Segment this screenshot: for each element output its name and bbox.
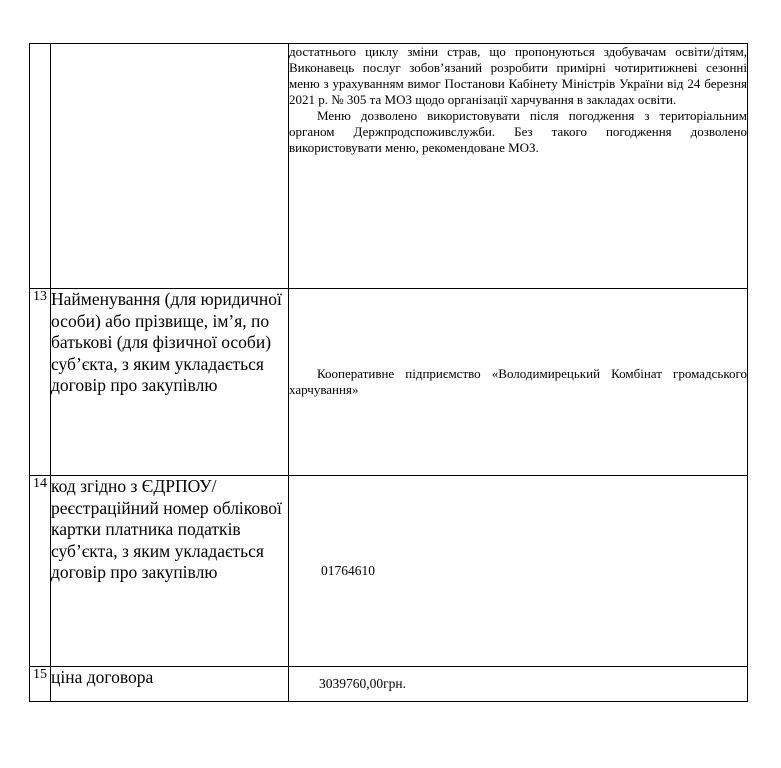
row-label	[51, 44, 289, 289]
row-number: 13	[30, 289, 51, 476]
row-number	[30, 44, 51, 289]
row-label: Найменування (для юридичної особи) або прізвище, ім’я, по батькові (для фізичної особи) суб’єкта, з яким укладається договір про закупівлю	[51, 289, 289, 476]
row-value	[289, 44, 748, 289]
contractor-name: Кооперативне підприємство «Володимирецький Комбінат громадського харчування»	[289, 366, 747, 397]
row-number: 15	[30, 667, 51, 702]
row-number: 14	[30, 476, 51, 667]
table-row	[30, 44, 748, 289]
row-label: код згідно з ЄДРПОУ/реєстраційний номер облікової картки платника податків суб’єкта, з яким укладається договір про закупівлю	[51, 476, 289, 667]
menu-approval-paragraph: Меню дозволено використовувати після погодження з територіальним органом Держпродспоживслужби. Без такого погодження дозволено використовувати меню, рекомендоване МОЗ.	[289, 108, 747, 155]
edrpou-code: 01764610	[289, 476, 748, 667]
table-row	[30, 476, 748, 667]
row-label: ціна договора	[51, 667, 289, 702]
contract-price: 3039760,00грн.	[289, 667, 748, 702]
table-row	[30, 667, 748, 702]
menu-paragraph: достатнього циклу зміни страв, що пропонуються здобувачам освіти/дітям, Виконавець послуг зобов’язаний розробити примірні чотиритижневі сезонні меню з урахуванням вимог Постанови Кабінету Міністрів України від 24 березня 2021 р. № 305 та МОЗ щодо організації харчування в закладах освіти.	[289, 44, 747, 107]
table-row	[30, 289, 748, 476]
procurement-table	[29, 43, 748, 702]
row-value	[289, 289, 748, 476]
